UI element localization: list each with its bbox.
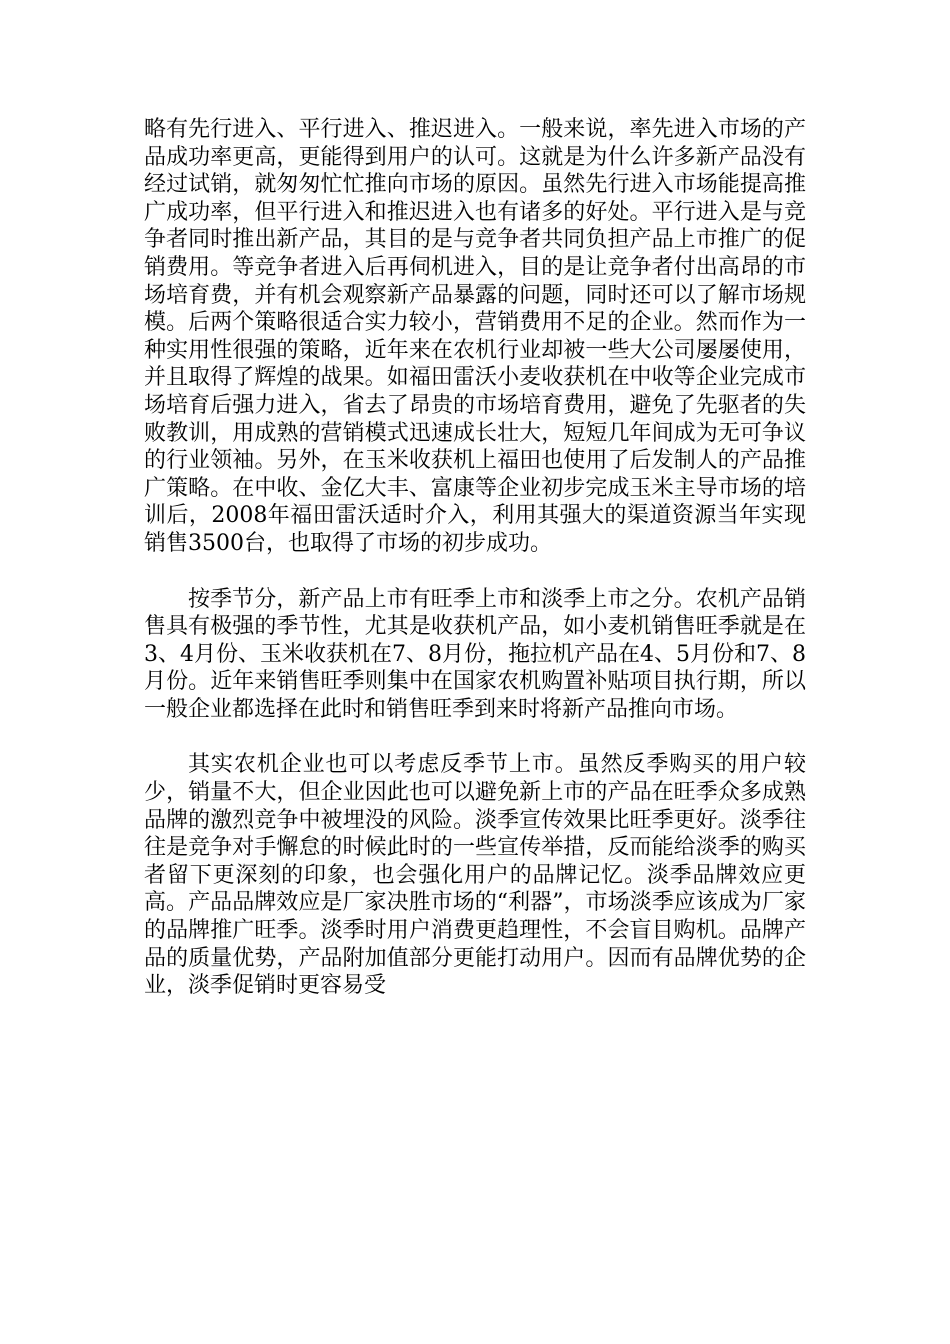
paragraph-spacer xyxy=(144,723,806,751)
paragraph-spacer xyxy=(144,558,806,586)
body-paragraph-3: 其实农机企业也可以考虑反季节上市。虽然反季购买的用户较少，销量不大，但企业因此也可以避免新上市的产品在旺季众多成熟品牌的激烈竞争中被埋没的风险。淡季宣传效果比旺季更好。淡季往往是竞争对手懈怠的时候此时的一些宣传举措，反而能给淡季的购买者留下更深刻的印象，也会强化用户的品牌记忆。淡季品牌效应更高。产品品牌效应是厂家决胜市场的“利器”，市场淡季应该成为厂家的品牌推广旺季。淡季时用户消费更趋理性，不会盲目购机。品牌产品的质量优势，产品附加值部分更能打动用户。因而有品牌优势的企业，淡季促销时更容易受 xyxy=(144,752,806,999)
document-page xyxy=(144,116,806,1000)
body-paragraph-2: 按季节分，新产品上市有旺季上市和淡季上市之分。农机产品销售具有极强的季节性，尤其是收获机产品，如小麦机销售旺季就是在3、4月份、玉米收获机在7、8月份，拖拉机产品在4、5月份和7、8月份。近年来销售旺季则集中在国家农机购置补贴项目执行期，所以一般企业都选择在此时和销售旺季到来时将新产品推向市场。 xyxy=(144,586,806,722)
body-paragraph-1: 略有先行进入、平行进入、推迟进入。一般来说，率先进入市场的产品成功率更高，更能得到用户的认可。这就是为什么许多新产品没有经过试销，就匆匆忙忙推向市场的原因。虽然先行进入市场能提高推广成功率，但平行进入和推迟进入也有诸多的好处。平行进入是与竞争者同时推出新产品，其目的是与竞争者共同负担产品上市推广的促销费用。等竞争者进入后再伺机进入，目的是让竞争者付出高昂的市场培育费，并有机会观察新产品暴露的问题，同时还可以了解市场规模。后两个策略很适合实力较小，营销费用不足的企业。然而作为一种实用性很强的策略，近年来在农机行业却被一些大公司屡屡使用，并且取得了辉煌的战果。如福田雷沃小麦收获机在中收等企业完成市场培育后强力进入，省去了昂贵的市场培育费用，避免了先驱者的失败教训，用成熟的营销模式迅速成长壮大，短短几年间成为无可争议的行业领袖。另外，在玉米收获机上福田也使用了后发制人的产品推广策略。在中收、金亿大丰、富康等企业初步完成玉米主导市场的培训后，2008年福田雷沃适时介入，利用其强大的渠道资源当年实现销售3500台，也取得了市场的初步成功。 xyxy=(144,117,806,556)
